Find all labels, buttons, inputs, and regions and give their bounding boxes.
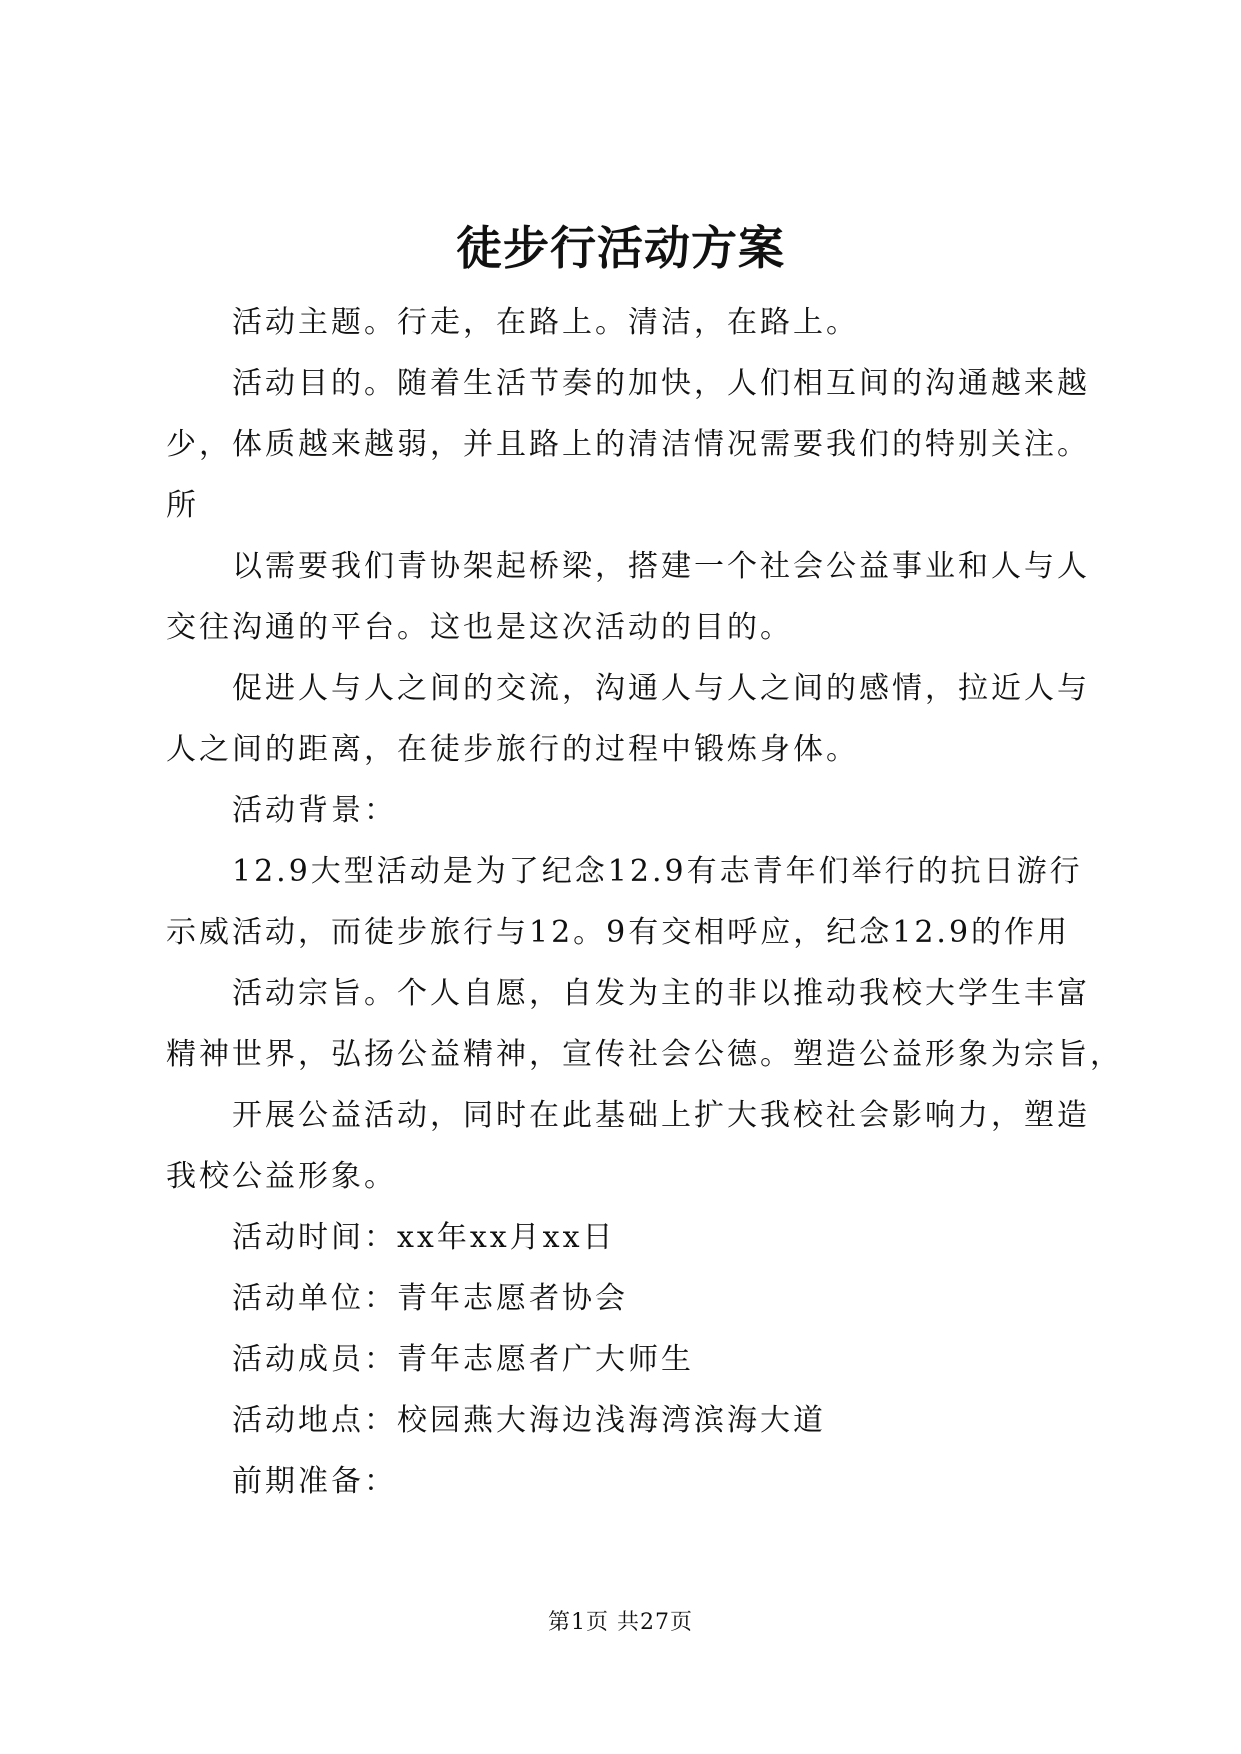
paragraph-line: 活动时间：xx年xx月xx日 <box>232 1220 616 1255</box>
paragraph-line: 前期准备： <box>232 1464 397 1499</box>
paragraph-line: 活动背景： <box>232 793 397 828</box>
document-title: 徒步行活动方案 <box>456 221 785 275</box>
paragraph-line: 人之间的距离，在徒步旅行的过程中锻炼身体。 <box>166 732 859 767</box>
paragraph-line: 所 <box>166 488 199 523</box>
paragraph-line: 促进人与人之间的交流，沟通人与人之间的感情，拉近人与 <box>232 671 1090 706</box>
paragraph-line: 活动单位：青年志愿者协会 <box>232 1281 628 1316</box>
paragraph-line: 12.9大型活动是为了纪念12.9有志青年们举行的抗日游行 <box>232 854 1083 889</box>
paragraph-line: 交往沟通的平台。这也是这次活动的目的。 <box>166 610 793 645</box>
document-body <box>166 292 1123 1512</box>
paragraph-line: 活动主题。行走，在路上。清洁，在路上。 <box>232 305 859 340</box>
paragraph-line: 活动成员：青年志愿者广大师生 <box>232 1342 694 1377</box>
paragraph-line: 以需要我们青协架起桥梁，搭建一个社会公益事业和人与人 <box>232 549 1090 584</box>
paragraph-line: 少，体质越来越弱，并且路上的清洁情况需要我们的特别关注。 <box>166 427 1090 462</box>
page-footer: 第1页 共27页 <box>548 1610 693 1635</box>
paragraph-line: 活动地点：校园燕大海边浅海湾滨海大道 <box>232 1403 826 1438</box>
paragraph-line: 精神世界，弘扬公益精神，宣传社会公德。塑造公益形象为宗旨， <box>166 1037 1123 1072</box>
paragraph-line: 活动目的。随着生活节奏的加快，人们相互间的沟通越来越 <box>232 366 1090 401</box>
paragraph-line: 示威活动，而徒步旅行与12。9有交相呼应，纪念12.9的作用 <box>166 915 1071 950</box>
paragraph-line: 我校公益形象。 <box>166 1159 397 1194</box>
paragraph-line: 活动宗旨。个人自愿，自发为主的非以推动我校大学生丰富 <box>232 976 1090 1011</box>
paragraph-line: 开展公益活动，同时在此基础上扩大我校社会影响力，塑造 <box>232 1098 1090 1133</box>
